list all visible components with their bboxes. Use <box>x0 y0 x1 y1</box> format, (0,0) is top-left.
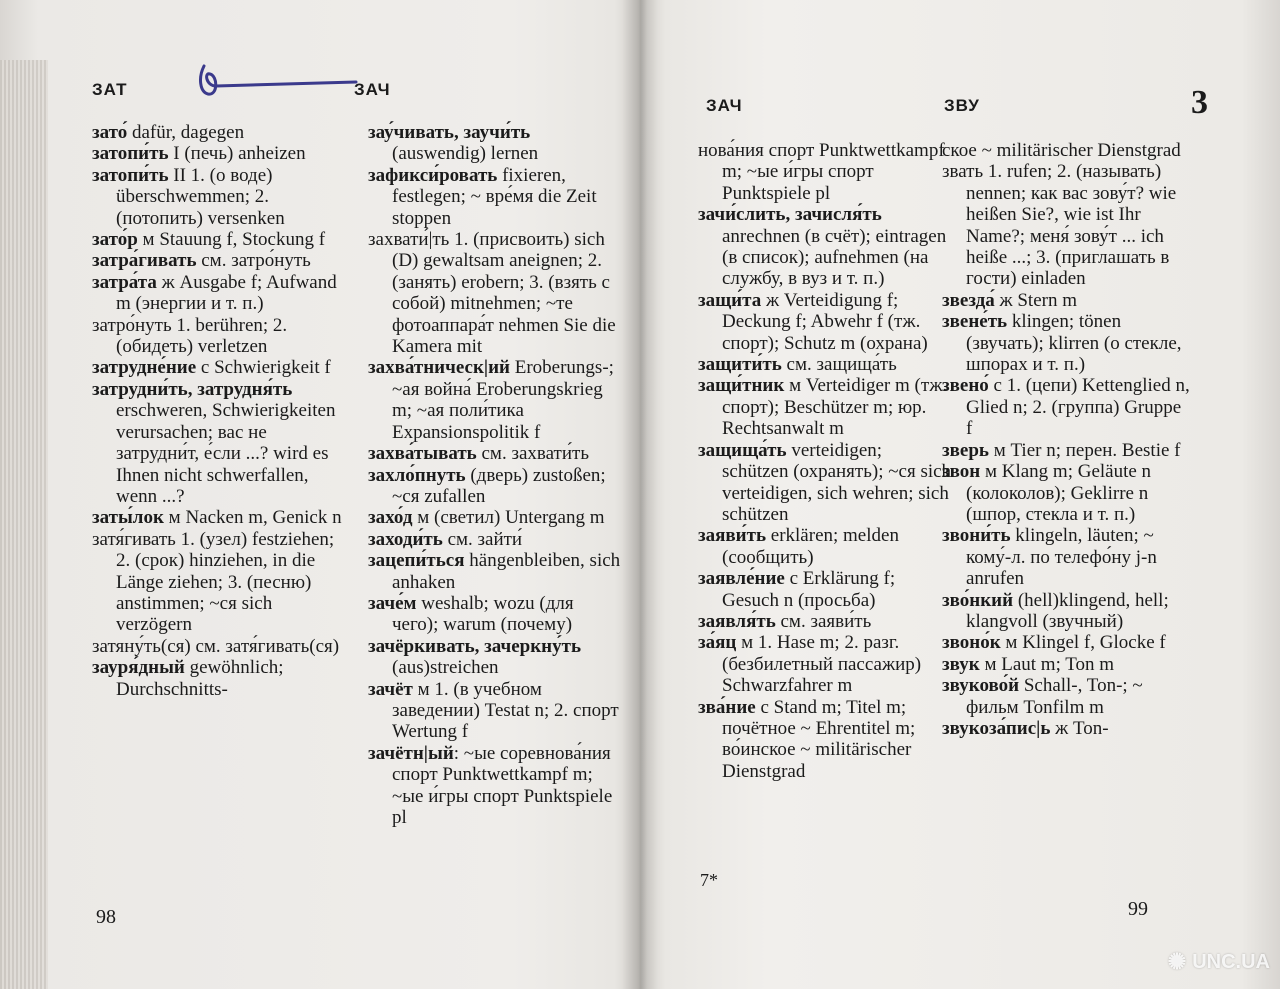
headword: затрудне́ние <box>92 357 197 379</box>
dictionary-entry: звоно́к м Klingel f, Glocke f <box>942 632 1166 654</box>
dictionary-entry: заходи́ть см. зайти́ <box>368 528 523 550</box>
dictionary-entry: защи́та ж Verteidigung f; Deckung f; Abwehr f (тж. спорт); Schutz m (охрана) <box>698 289 928 354</box>
book-gutter <box>622 0 658 989</box>
headword: зауря́дный <box>92 657 185 679</box>
headword: зачёт <box>368 678 413 700</box>
headword: зацепи́ться <box>368 550 465 572</box>
dictionary-entry: защити́ть см. защища́ть <box>698 354 897 376</box>
dictionary-entry: звезда́ ж Stern m <box>942 289 1077 311</box>
headword: захло́пнуть <box>368 464 466 486</box>
headword: затра́та <box>92 271 157 293</box>
headword: зафикси́ровать <box>368 164 498 186</box>
headword: зато́р <box>92 229 138 251</box>
headword: звено́ <box>942 375 989 397</box>
dictionary-entry: захо́д м (светил) Untergang m <box>368 507 605 529</box>
headword: зво́нкий <box>942 589 1014 611</box>
printer-signature-mark: 7* <box>700 870 718 890</box>
headword: захва́тывать <box>368 443 477 465</box>
headword: затрудни́ть, затрудня́ть <box>92 378 293 400</box>
dictionary-entry: звук м Laut m; Ton m <box>942 653 1115 675</box>
headword: заходи́ть <box>368 528 443 550</box>
left-guide-word-last: ЗАЧ <box>354 80 391 99</box>
dictionary-entry: звене́ть klingen; tönen (звучать); klirren (о стекле, шпорах и т. п.) <box>942 311 1182 376</box>
dictionary-entry: заяви́ть erklären; melden (сообщить) <box>698 525 899 568</box>
right-guide-word-first: ЗАЧ <box>706 96 743 115</box>
left-column-2 <box>368 122 623 828</box>
headword: затра́гивать <box>92 250 197 272</box>
headword: зачёркивать, зачеркну́ть <box>368 635 581 657</box>
dictionary-entry: заявля́ть см. заяви́ть <box>698 610 872 632</box>
right-page-number: 99 <box>1128 898 1148 920</box>
dictionary-entry: зачёт м 1. (в учебном заведении) Testat n; 2. спорт Wertung f <box>368 678 619 743</box>
headword: звуково́й <box>942 675 1020 697</box>
dictionary-entry: затяну́ть(ся) см. затя́гивать(ся) <box>92 635 340 657</box>
headword: защи́тник <box>698 375 785 397</box>
headword: заче́м <box>368 592 417 614</box>
headword: зачи́слить, зачисля́ть <box>698 204 882 226</box>
headword: затопи́ть <box>92 164 169 186</box>
watermark-text: UNC.UA <box>1192 950 1270 973</box>
left-page-number: 98 <box>96 906 116 928</box>
headword: звукоза́пис|ь <box>942 717 1051 739</box>
dictionary-entry: затрудни́ть, затрудня́ть erschweren, Schwierigkeiten verursachen; вас не затрудни́т, е́сли ...? wird es Ihnen nicht schwerfallen, wenn ...? <box>92 378 336 507</box>
dictionary-entry: защища́ть verteidigen; schützen (охранять); ~ся sich verteidigen, sich wehren; sich schützen <box>698 439 952 525</box>
dictionary-entry: звуково́й Schall-, Ton-; ~ фильм Tonfilm m <box>942 675 1143 718</box>
headword: заявле́ние <box>698 568 785 590</box>
dictionary-entry: захвати́|ть 1. (присвоить) sich (D) gewaltsam aneignen; 2. (занять) erobern; 3. (взять с собой) mitnehmen; ~те фотоаппара́т nehmen Sie die Kamera mit <box>368 229 616 358</box>
headword: затопи́ть <box>92 143 169 165</box>
dictionary-entry: затра́та ж Ausgabe f; Aufwand m (энергии и т. п.) <box>92 271 337 315</box>
dictionary-entry: затопи́ть I (печь) anheizen <box>92 143 306 165</box>
headword: защити́ть <box>698 354 782 376</box>
headword: захва́тническ|ий <box>368 357 510 379</box>
dictionary-entry: звено́ с 1. (цепи) Kettenglied n, Glied n; 2. (группа) Gruppe f <box>942 375 1190 440</box>
dictionary-entry: зацепи́ться hängenbleiben, sich anhaken <box>368 550 621 593</box>
sun-icon: ✺ <box>1167 949 1187 974</box>
dictionary-entry: затро́нуть 1. berühren; 2. (обидеть) verletzen <box>92 314 288 358</box>
headword: звезда́ <box>942 289 995 311</box>
right-guide-word-last: ЗВУ <box>944 96 980 115</box>
dictionary-entry: затопи́ть II 1. (о воде) überschwemmen; 2. (потопить) versenken <box>92 164 285 229</box>
headword: защи́та <box>698 289 762 311</box>
headword: заяви́ть <box>698 525 767 547</box>
headword: зверь <box>942 439 989 461</box>
section-letter: 3 <box>1191 84 1208 121</box>
dictionary-entry: зачёркивать, зачеркну́ть (aus)streichen <box>368 635 581 679</box>
dictionary-entry: зачётн|ый: ~ые соревнова́ния спорт Punktwettkampf m; ~ые и́гры спорт Punktspiele pl <box>368 742 613 828</box>
dictionary-entry: защи́тник м Verteidiger m (тж. спорт); Beschützer m; юр. Rechtsanwalt m <box>698 375 948 440</box>
headword: зачётн|ый <box>368 742 454 764</box>
dictionary-entry: за́яц м 1. Hase m; 2. разг. (безбилетный пассажир) Schwarzfahrer m <box>698 632 922 697</box>
headword: звоно́к <box>942 632 1001 654</box>
dictionary-entry: затра́гивать см. затро́нуть <box>92 250 311 272</box>
dictionary-entry: зво́нкий (hell)klingend, hell; klangvoll (звучный) <box>942 589 1169 632</box>
headword: заявля́ть <box>698 610 776 632</box>
headword: звене́ть <box>942 311 1008 333</box>
headword: защища́ть <box>698 439 787 461</box>
dictionary-entry: заты́лок м Nacken m, Genick n <box>92 507 342 529</box>
dictionary-entry: захло́пнуть (дверь) zustoßen; ~ся zufallen <box>368 464 606 507</box>
dictionary-entry: захва́тническ|ий Eroberungs-; ~ая война́ Eroberungskrieg m; ~ая поли́тика Expansionspolitik f <box>368 357 614 443</box>
dictionary-entry: зато́ dafür, dagegen <box>92 122 245 143</box>
dictionary-entry: звать 1. rufen; 2. (называть) nennen; как вас зову́т? wie heißen Sie?, wie ist Ihr Name?; меня́ зову́т ... ich heiße ...; 3. (приглашать в гости) einladen <box>942 161 1177 290</box>
headword: звон <box>942 461 981 483</box>
dictionary-entry: ское ~ militärischer Dienstgrad <box>942 140 1181 161</box>
right-column-1 <box>698 140 953 782</box>
dictionary-entry: зачи́слить, зачисля́ть anrechnen (в счёт); eintragen (в список); aufnehmen (на службу, в вуз и т. п.) <box>698 204 947 290</box>
headword: звони́ть <box>942 525 1011 547</box>
headword: зато́ <box>92 122 128 143</box>
left-column-1 <box>92 122 347 700</box>
dictionary-entry: заче́м weshalb; wozu (для чего); warum (почему) <box>368 592 574 636</box>
dictionary-entry: зверь м Tier n; перен. Bestie f <box>942 439 1181 461</box>
page-edges <box>0 60 48 989</box>
dictionary-entry: затрудне́ние с Schwierigkeit f <box>92 357 331 379</box>
dictionary-entry: звон м Klang m; Geläute n (колоколов); Geklirre n (шпор, стекла и т. п.) <box>942 461 1152 525</box>
pen-scribble-mark <box>196 56 366 104</box>
dictionary-entry: затя́гивать 1. (узел) festziehen; 2. (срок) hinziehen, in die Länge ziehen; 3. (песню) anstimmen; ~ся sich verzögern <box>92 528 335 636</box>
dictionary-entry: заявле́ние с Erklärung f; Gesuch n (просьба) <box>698 568 896 611</box>
watermark <box>1168 949 1270 975</box>
dictionary-entry: зато́р м Stauung f, Stockung f <box>92 229 326 251</box>
headword: зау́чивать, заучи́ть <box>368 122 531 143</box>
dictionary-entry: зауря́дный gewöhnlich; Durchschnitts- <box>92 657 284 700</box>
headword: заты́лок <box>92 507 164 529</box>
headword: зва́ние <box>698 696 756 718</box>
dictionary-entry: захва́тывать см. захвати́ть <box>368 443 589 465</box>
dictionary-entry: звукоза́пис|ь ж Ton- <box>942 717 1109 739</box>
headword: захо́д <box>368 507 413 529</box>
dictionary-entry: нова́ния спорт Punktwettkampf m; ~ые и́гры спорт Punktspiele pl <box>698 140 945 204</box>
left-guide-word-first: ЗАТ <box>92 80 128 99</box>
dictionary-entry: зва́ние с Stand m; Titel m; почётное ~ Ehrentitel m; во́инское ~ militärischer Dienstgrad <box>698 696 916 782</box>
dictionary-entry: зау́чивать, заучи́ть (auswendig) lernen <box>368 122 539 165</box>
right-column-2 <box>942 140 1192 739</box>
headword: звук <box>942 653 980 675</box>
headword: за́яц <box>698 632 737 654</box>
dictionary-entry: зафикси́ровать fixieren, festlegen; ~ вре́мя die Zeit stoppen <box>368 164 597 229</box>
dictionary-entry: звони́ть klingeln, läuten; ~ кому́-л. по телефо́ну j-n anrufen <box>942 525 1157 590</box>
